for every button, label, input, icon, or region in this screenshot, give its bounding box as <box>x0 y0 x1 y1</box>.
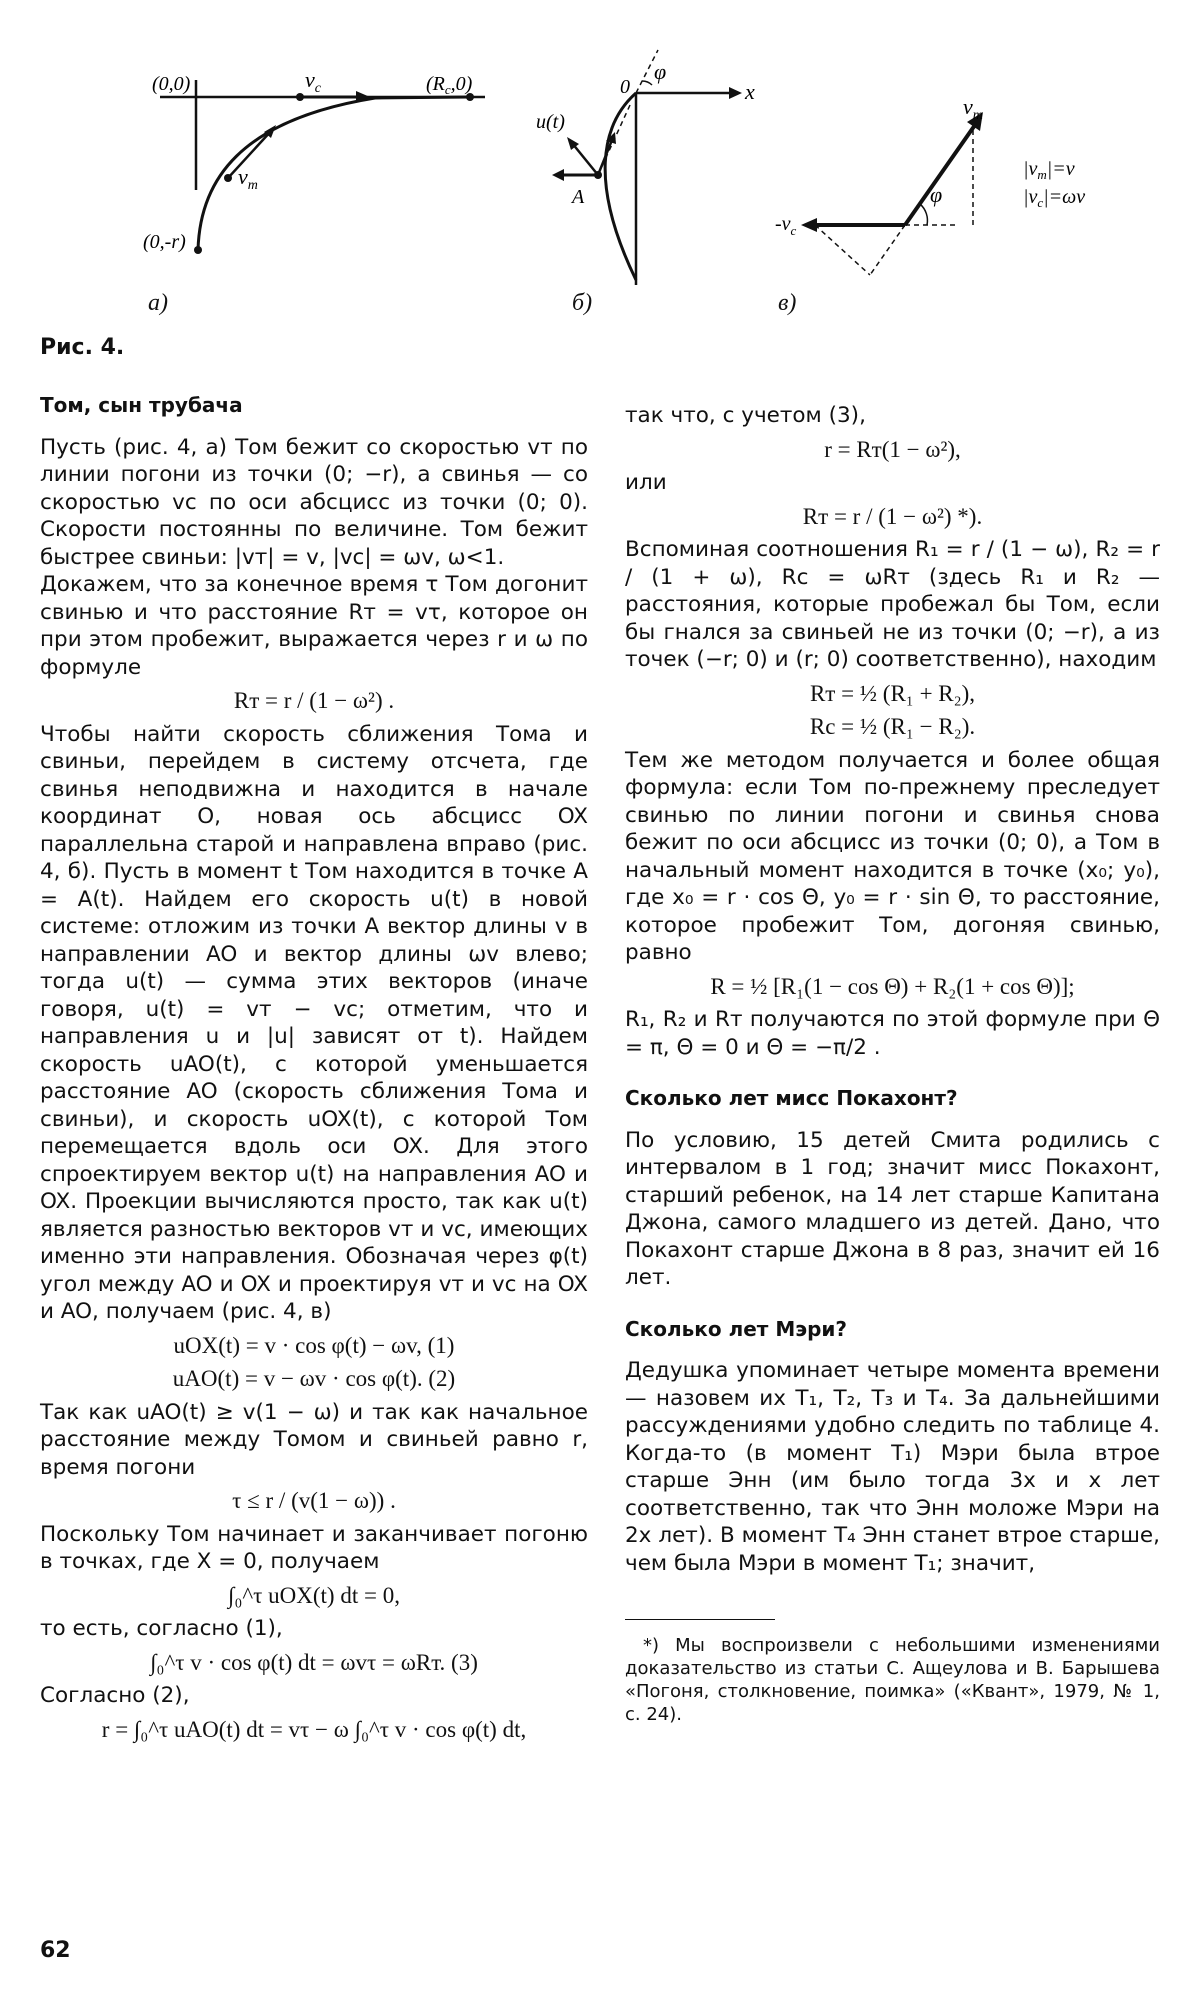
label-a: A <box>572 186 585 208</box>
paragraph: Докажем, что за конечное время τ Том догонит свинью и что расстояние Rт = vτ, которое он при этом пробежит, выражается через r и ω по формуле <box>40 572 588 680</box>
footnote-rule <box>625 1619 775 1620</box>
sublabel-a: а) <box>148 290 168 316</box>
footnote: *) Мы воспроизвели с небольшими изменениями доказательство из статьи С. Ащеулова и В. Барышева «Погоня, столкновение, поимка» («Квант», 1979, № 1, с. 24). <box>625 1635 1160 1725</box>
label-vt: $v_т$ <box>238 164 258 193</box>
formula: τ ≤ r / (v(1 − ω)) . <box>232 1488 396 1513</box>
formula-1: uOX(t) = v · cos φ(t) − ωv, (1) <box>173 1332 455 1358</box>
paragraph: Так как uAO(t) ≥ v(1 − ω) и так как начальное расстояние между Томом и свиньей равно r, время погони <box>40 1399 588 1480</box>
paragraph: Поскольку Том начинает и заканчивает погоню в точках, где X = 0, получаем <box>40 1521 588 1574</box>
left-column <box>40 392 588 1749</box>
label-vt: $v_т$ <box>963 100 983 123</box>
formula: Rт = r / (1 − ω²) . <box>233 688 395 713</box>
section-heading-pocahontas: Сколько лет мисс Покахонт? <box>625 1086 958 1110</box>
paragraph: так что, с учетом (3), <box>625 403 866 428</box>
figure-b <box>530 45 770 285</box>
label-origin: (0,0) <box>152 73 191 95</box>
figure-c <box>775 100 1120 295</box>
formula: r = ∫₀^τ uAO(t) dt = vτ − ω ∫₀^τ v · cos φ(t) dt, <box>101 1716 527 1742</box>
right-column <box>625 402 1160 1726</box>
label-x: x <box>745 79 755 104</box>
page-number: 62 <box>40 1938 71 1963</box>
figure-a <box>130 60 500 260</box>
formula: Rс = ½ (R₁ − R₂). <box>809 714 976 739</box>
label-phi: φ <box>930 182 943 207</box>
formula: Rт = r / (1 − ω²) *). <box>802 503 983 529</box>
paragraph: то есть, согласно (1), <box>40 1616 283 1641</box>
formula-3: ∫₀^τ v · cos φ(t) dt = ωvτ = ωRт. (3) <box>150 1649 478 1675</box>
label-vc: $v_c$ <box>305 67 321 96</box>
section-heading-tom: Том, сын трубача <box>40 393 243 417</box>
label-norm-vt: $|v_т|=v$ <box>1023 158 1075 182</box>
label-phi: φ <box>654 59 667 84</box>
label-start: (0,-r) <box>143 231 186 253</box>
formula: r = Rт(1 − ω²), <box>824 436 961 462</box>
label-norm-vc: $|v_c|=\omega v$ <box>1023 186 1086 210</box>
formula: R = ½ [R₁(1 − cos Θ) + R₂(1 + cos Θ)]; <box>710 973 1075 999</box>
paragraph: Вспоминая соотношения R₁ = r / (1 − ω), R₂ = r / (1 + ω), Rс = ωRт (здесь R₁ и R₂ — расстояния, которые пробежал бы Том, если бы гнался за свиньей не из точки (0; −r), а из точек (−r; 0) и (r; 0) соответственно), находим <box>625 537 1160 672</box>
paragraph: Пусть (рис. 4, а) Том бежит со скоростью vт по линии погони из точки (0; −r), а свинья — со скоростью vс по оси абсцисс из точки (0; 0). Скорости постоянны по величине. Том бежит быстрее свиньи: |vт| = v, |vс| = ωv, ω<1. <box>40 434 588 570</box>
section-heading-mary: Сколько лет Мэри? <box>625 1316 848 1341</box>
label-o: 0 <box>620 76 630 98</box>
figure-caption: Рис. 4. <box>40 335 125 360</box>
paragraph: Согласно (2), <box>40 1683 190 1708</box>
label-u: u(t) <box>536 111 565 133</box>
sublabel-c: в) <box>778 290 797 316</box>
sublabel-b: б) <box>572 290 593 316</box>
label-minus-vc: $-v_c$ <box>775 213 797 238</box>
paragraph: R₁, R₂ и Rт получаются по этой формуле при Θ = π, Θ = 0 и Θ = −π/2 . <box>625 1007 1160 1060</box>
paragraph: Дедушка упоминает четыре момента времени — назовем их T₁, T₂, T₃ и T₄. За дальнейшими рассуждениями удобно следить по таблице 4. Когда-то (в момент T₁) Мэри была втрое старше Энн (им было тогда 3x и x лет соответственно, так что Энн моложе Мэри на 2x лет). В момент T₄ Энн станет втрое старше, чем была Мэри в момент T₁; значит, <box>625 1358 1160 1576</box>
formula: ∫₀^τ uOX(t) dt = 0, <box>228 1582 400 1608</box>
paragraph: или <box>625 470 667 495</box>
formula-2: uAO(t) = v − ωv · cos φ(t). (2) <box>172 1366 456 1391</box>
paragraph: Тем же методом получается и более общая формула: если Том по-прежнему преследует свинью по линии погони и свинья снова бежит по оси абсцисс из точки (0; 0), а Том в начальный момент находится в точке (x₀; y₀), где x₀ = r · cos Θ, y₀ = r · sin Θ, то расстояние, которое пробежит Том, догоняя свинью, равно <box>625 747 1160 965</box>
formula: Rт = ½ (R₁ + R₂), <box>809 680 976 706</box>
label-rc: $(R_c,0)$ <box>426 73 473 97</box>
paragraph: По условию, 15 детей Смита родились с интервалом в 1 год; значит мисс Покахонт, старший ребенок, на 14 лет старше Капитана Джона, самого младшего из детей. Дано, что Покахонт старше Джона в 8 раз, значит ей 16 лет. <box>625 1127 1160 1290</box>
paragraph: Чтобы найти скорость сближения Тома и свиньи, перейдем в систему отсчета, где свинья неподвижна и находится в начале координат O, новая ось абсцисс OX параллельна старой и направлена вправо (рис. 4, б). Пусть в момент t Том находится в точке A = A(t). Найдем его скорость u(t) в новой системе: отложим из точки A вектор длины v в направлении AO и вектор длины ωv влево; тогда u(t) — сумма этих векторов (иначе говоря, u(t) = vт − vс; отметим, что и направления u и |u| зависят от t). Найдем скорость uAO(t), с которой уменьшается расстояние AO (скорость сближения Тома и свиньи), и скорость uOX(t), с которой Том перемещается вдоль оси OX. Для этого спроектируем вектор u(t) на направления AO и OX. Проекции вычисляются просто, так как u(t) является разностью векторов vт и vс, имеющих именно эти направления. Обозначая через φ(t) угол между AO и OX и проектируя vт и vс на OX и AO, получаем (рис. 4, в) <box>40 721 588 1324</box>
